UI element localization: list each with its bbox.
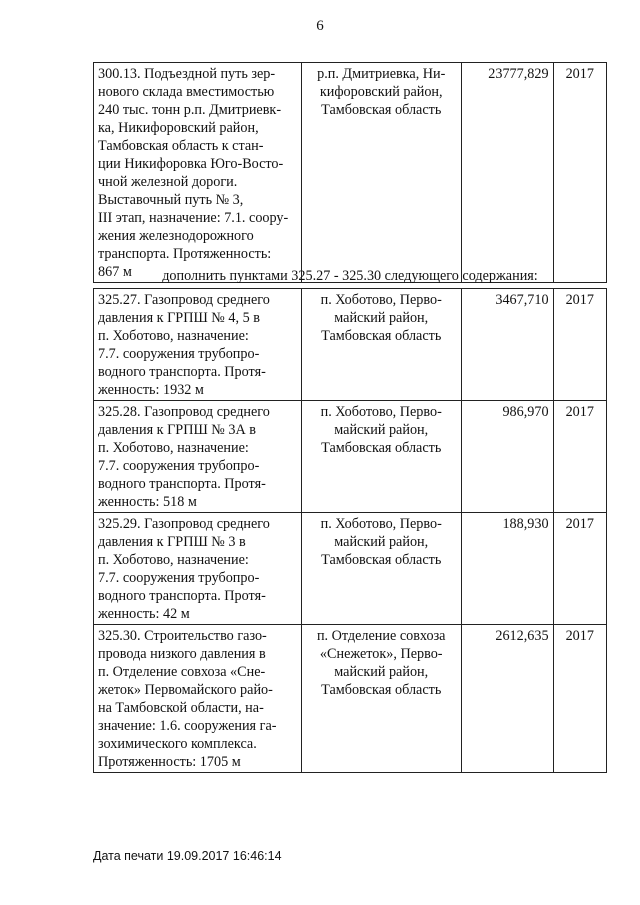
text-line: транспорта. Протяженность: — [98, 246, 272, 262]
text-line: 7.7. сооружения трубопро- — [98, 570, 260, 586]
location-cell — [301, 513, 461, 625]
cost-cell: 188,930 — [461, 513, 553, 625]
table-bottom — [93, 288, 607, 773]
text-line: п. Хоботово, назначение: — [98, 440, 249, 456]
text-line: Тамбовская область — [321, 682, 442, 698]
cost-cell: 2612,635 — [461, 625, 553, 773]
text-line: р.п. Дмитриевка, Ни- — [317, 66, 446, 82]
location-cell — [301, 289, 461, 401]
text-line: Тамбовская область — [321, 102, 442, 118]
table-row — [94, 513, 607, 625]
object-name-cell — [94, 513, 302, 625]
text-line: ции Никифоровка Юго-Восто- — [98, 156, 284, 172]
cost-cell: 986,970 — [461, 401, 553, 513]
text-line: ка, Никифоровский район, — [98, 120, 259, 136]
text-line: Выставочный путь № 3, — [98, 192, 244, 208]
text-line: 325.29. Газопровод среднего — [98, 516, 270, 532]
text-line: п. Хоботово, назначение: — [98, 328, 249, 344]
text-line: женность: 518 м — [98, 494, 197, 510]
table-row — [94, 63, 607, 283]
text-line: водного транспорта. Протя- — [98, 364, 266, 380]
text-line: п. Хоботово, Перво- — [320, 404, 442, 420]
text-line: 300.13. Подъездной путь зер- — [98, 66, 276, 82]
text-line: п. Хоботово, Перво- — [320, 516, 442, 532]
text-line: майский район, — [334, 310, 429, 326]
text-line: женность: 42 м — [98, 606, 190, 622]
cost-cell: 23777,829 — [461, 63, 553, 283]
text-line: Тамбовская область — [321, 552, 442, 568]
location-cell — [301, 63, 461, 283]
table-top — [93, 62, 607, 283]
text-line: давления к ГРПШ № 4, 5 в — [98, 310, 260, 326]
text-line: Тамбовская область — [321, 440, 442, 456]
text-line: майский район, — [334, 422, 429, 438]
table-row — [94, 401, 607, 513]
text-line: майский район, — [334, 664, 429, 680]
text-line: 325.28. Газопровод среднего — [98, 404, 270, 420]
text-line: п. Хоботово, Перво- — [320, 292, 442, 308]
text-line: Протяженность: 1705 м — [98, 754, 241, 770]
year-cell: 2017 — [553, 63, 606, 283]
text-line: 867 м — [98, 264, 132, 280]
year-cell: 2017 — [553, 513, 606, 625]
object-name-cell — [94, 625, 302, 773]
text-line: Тамбовская область — [321, 328, 442, 344]
object-name-cell — [94, 401, 302, 513]
text-line: 7.7. сооружения трубопро- — [98, 346, 260, 362]
text-line: кифоровский район, — [319, 84, 443, 100]
text-line: п. Отделение совхоза «Сне- — [98, 664, 266, 680]
text-line: провода низкого давления в — [98, 646, 266, 662]
text-line: 325.30. Строительство газо- — [98, 628, 267, 644]
year-cell: 2017 — [553, 289, 606, 401]
table-row — [94, 289, 607, 401]
text-line: п. Хоботово, назначение: — [98, 552, 249, 568]
text-line: водного транспорта. Протя- — [98, 588, 266, 604]
text-line: жения железнодорожного — [98, 228, 254, 244]
text-line: чной железной дороги. — [98, 174, 238, 190]
text-line: III этап, назначение: 7.1. соору- — [98, 210, 289, 226]
object-name-cell — [94, 289, 302, 401]
text-line: «Снежеток», Перво- — [319, 646, 443, 662]
text-line: на Тамбовской области, на- — [98, 700, 264, 716]
cost-cell: 3467,710 — [461, 289, 553, 401]
intro-text: дополнить пунктами 325.27 - 325.30 следующего содержания: — [162, 268, 538, 284]
text-line: нового склада вместимостью — [98, 84, 275, 100]
location-cell — [301, 401, 461, 513]
year-cell: 2017 — [553, 625, 606, 773]
object-name-cell — [94, 63, 302, 283]
text-line: значение: 1.6. сооружения га- — [98, 718, 277, 734]
year-cell: 2017 — [553, 401, 606, 513]
print-date-footer: Дата печати 19.09.2017 16:46:14 — [93, 849, 282, 863]
text-line: давления к ГРПШ № 3А в — [98, 422, 256, 438]
text-line: майский район, — [334, 534, 429, 550]
text-line: 240 тыс. тонн р.п. Дмитриевк- — [98, 102, 282, 118]
page-number: 6 — [316, 18, 324, 34]
table-row — [94, 625, 607, 773]
text-line: 7.7. сооружения трубопро- — [98, 458, 260, 474]
text-line: п. Отделение совхоза — [316, 628, 446, 644]
text-line: водного транспорта. Протя- — [98, 476, 266, 492]
text-line: Тамбовская область к стан- — [98, 138, 264, 154]
text-line: жеток» Первомайского райо- — [98, 682, 273, 698]
text-line: давления к ГРПШ № 3 в — [98, 534, 246, 550]
location-cell — [301, 625, 461, 773]
text-line: женность: 1932 м — [98, 382, 204, 398]
text-line: 325.27. Газопровод среднего — [98, 292, 270, 308]
text-line: зохимического комплекса. — [98, 736, 257, 752]
